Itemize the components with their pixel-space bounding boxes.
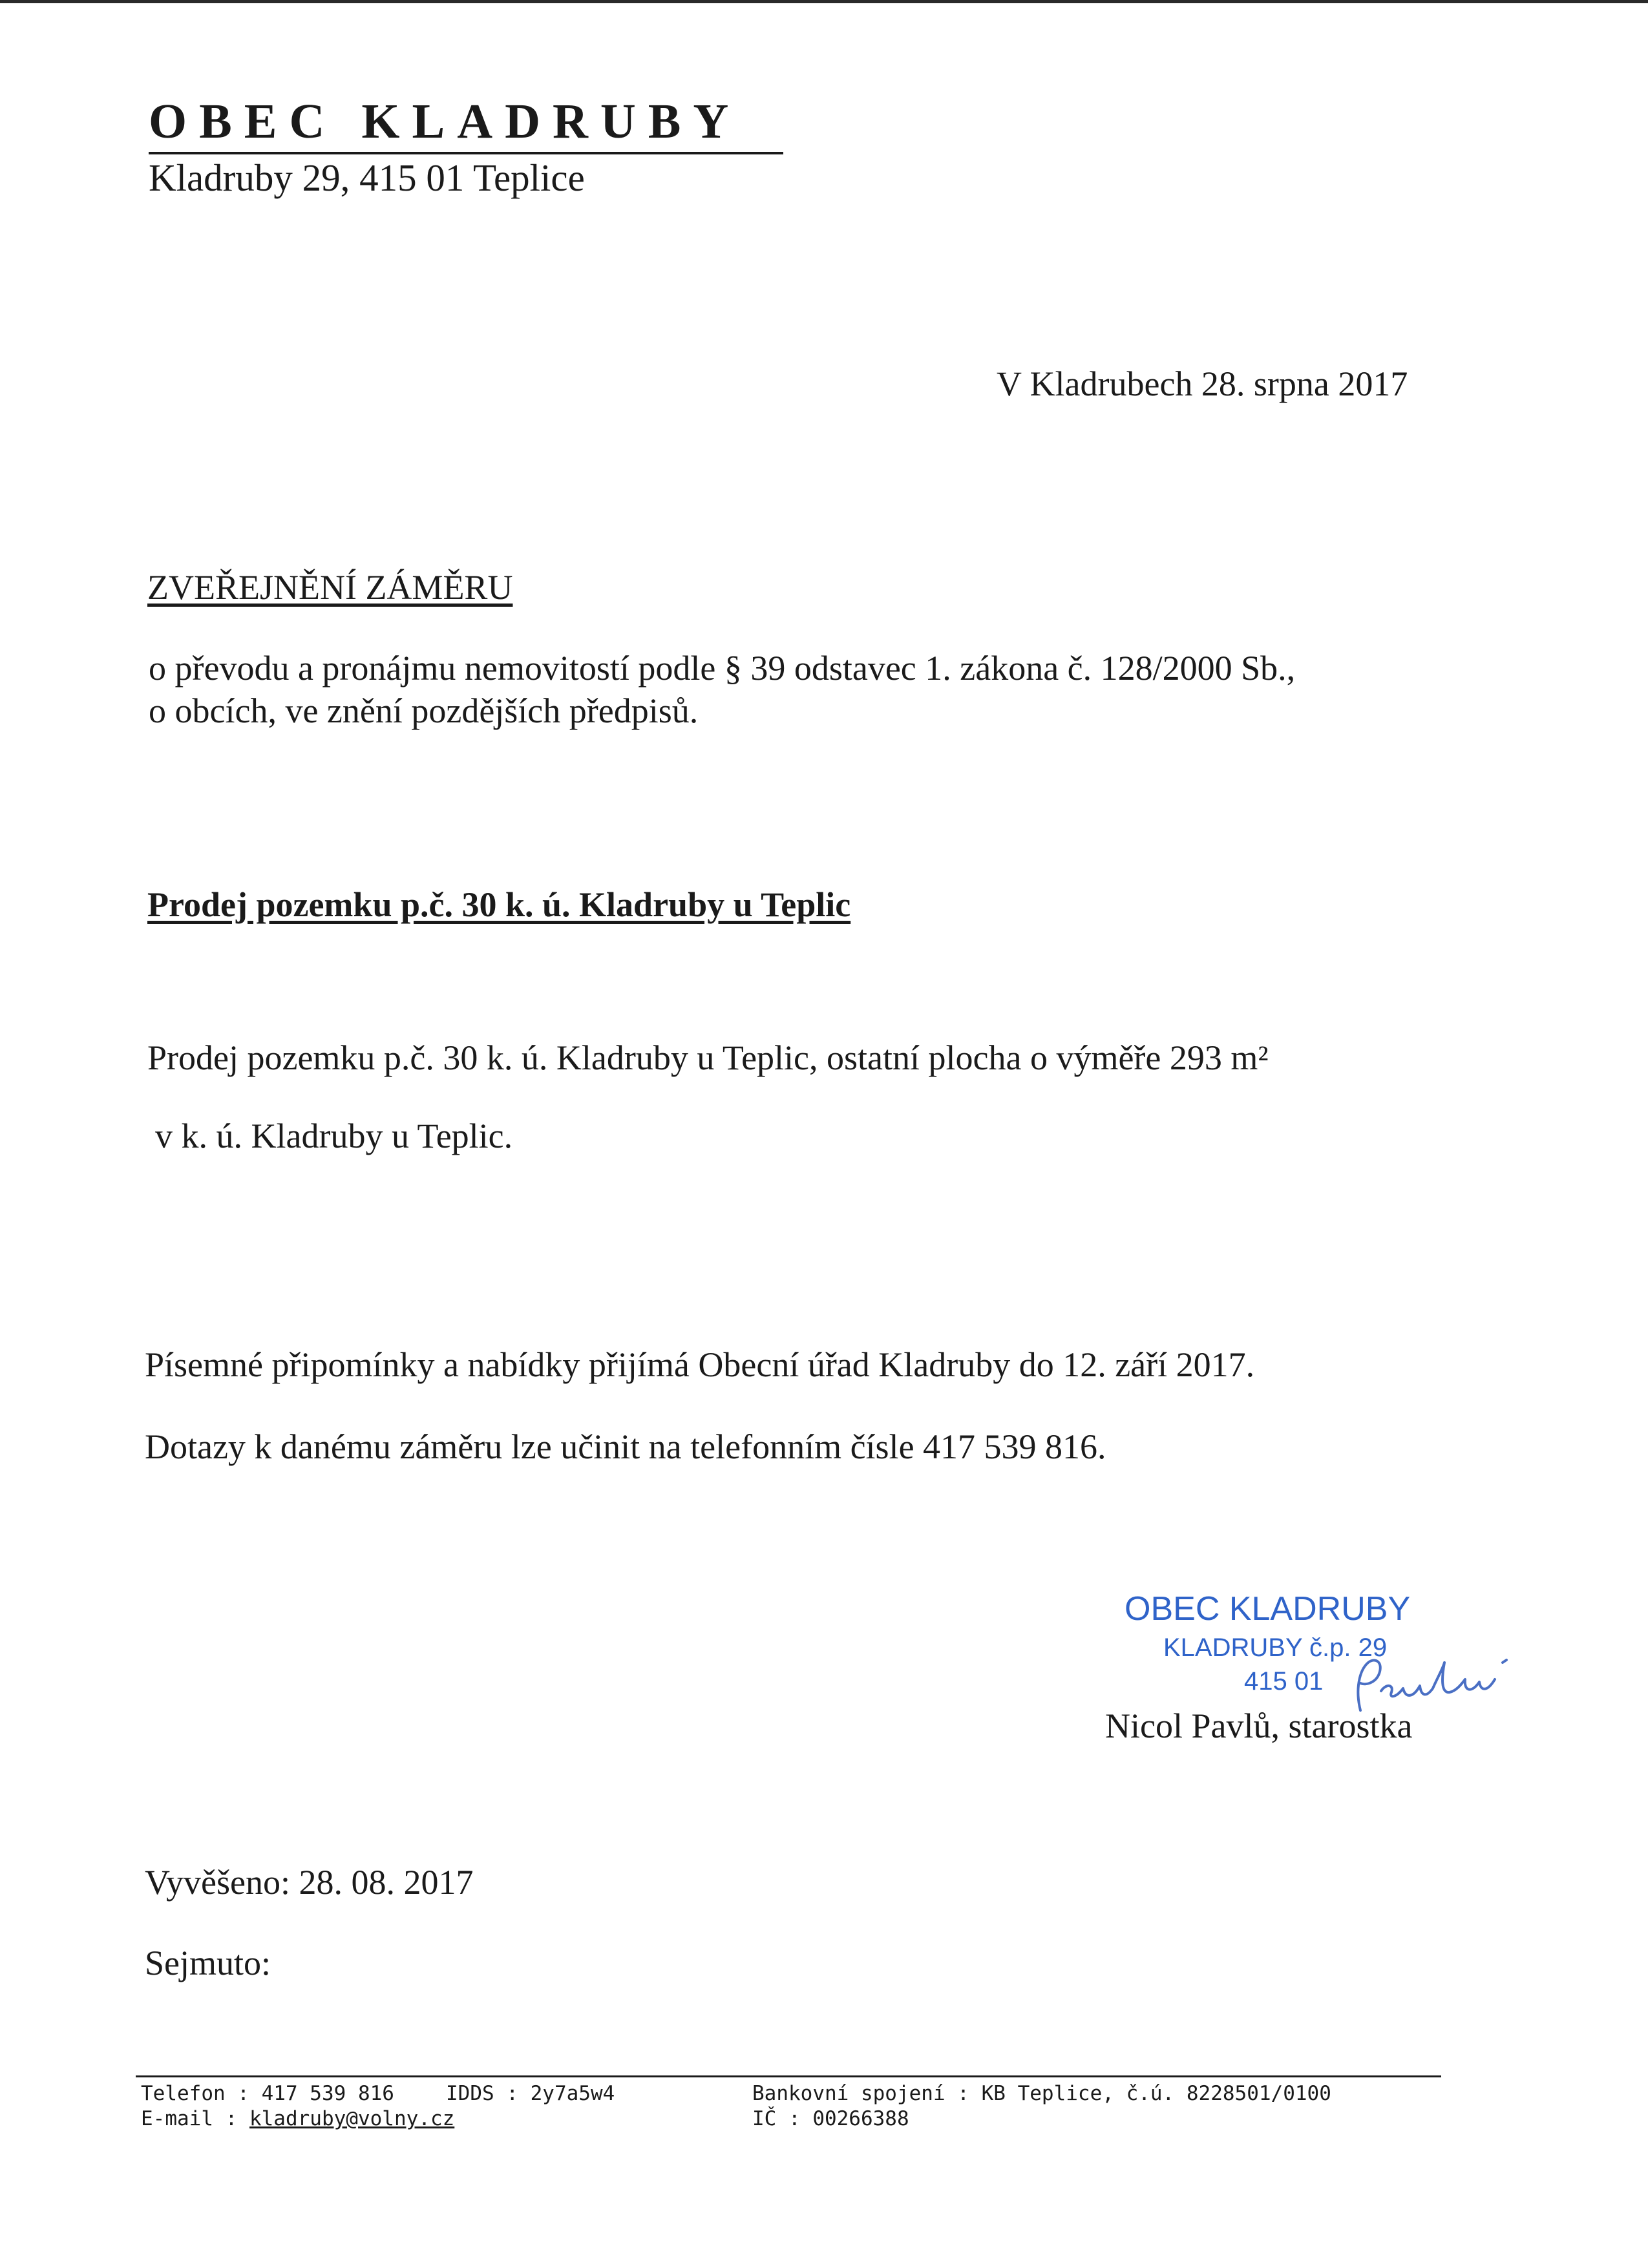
place-date: V Kladrubech 28. srpna 2017 — [997, 364, 1408, 403]
footer-rule — [136, 2075, 1441, 2077]
stamp-line3: 415 01 — [1244, 1667, 1324, 1696]
section-heading: Prodej pozemku p.č. 30 k. ú. Kladruby u Teplic — [147, 885, 851, 924]
footer-idds: IDDS : 2y7a5w4 — [446, 2082, 615, 2105]
contact-info: Dotazy k danému záměru lze učinit na telefonním čísle 417 539 816. — [145, 1427, 1106, 1466]
footer-ic: IČ : 00266388 — [752, 2107, 909, 2130]
email-link[interactable]: kladruby@volny.cz — [249, 2107, 455, 2130]
signatory: Nicol Pavlů, starostka — [1105, 1706, 1413, 1745]
notice-title: ZVEŘEJNĚNÍ ZÁMĚRU — [147, 568, 513, 607]
section-body-line2: v k. ú. Kladruby u Teplic. — [155, 1117, 513, 1155]
footer-phone: Telefon : 417 539 816 — [141, 2082, 394, 2105]
notice-subtitle-line2: o obcích, ve znění pozdějších předpisů. — [149, 691, 699, 730]
org-name-underline — [149, 152, 783, 154]
org-address: Kladruby 29, 415 01 Teplice — [149, 156, 585, 199]
notice-subtitle-line1: o převodu a pronájmu nemovitostí podle § 39 odstavec 1. zákona č. 128/2000 Sb., — [149, 649, 1296, 688]
removed-date: Sejmuto: — [145, 1944, 271, 1982]
posted-date: Vyvěšeno: 28. 08. 2017 — [145, 1863, 474, 1902]
comments-deadline: Písemné připomínky a nabídky přijímá Obecní úřad Kladruby do 12. září 2017. — [145, 1345, 1255, 1384]
org-name: OBEC KLADRUBY — [149, 94, 741, 149]
stamp-line2: KLADRUBY č.p. 29 — [1163, 1633, 1388, 1662]
notice-subtitle — [149, 647, 1295, 732]
section-body-line1: Prodej pozemku p.č. 30 k. ú. Kladruby u Teplic, ostatní plocha o výměře 293 m² — [147, 1038, 1269, 1077]
footer-email — [141, 2107, 454, 2130]
footer-bank: Bankovní spojení : KB Teplice, č.ú. 8228501/0100 — [752, 2082, 1331, 2105]
stamp-line1: OBEC KLADRUBY — [1125, 1590, 1411, 1628]
footer-email-label: E-mail : — [141, 2107, 249, 2130]
top-edge-rule — [0, 0, 1648, 3]
